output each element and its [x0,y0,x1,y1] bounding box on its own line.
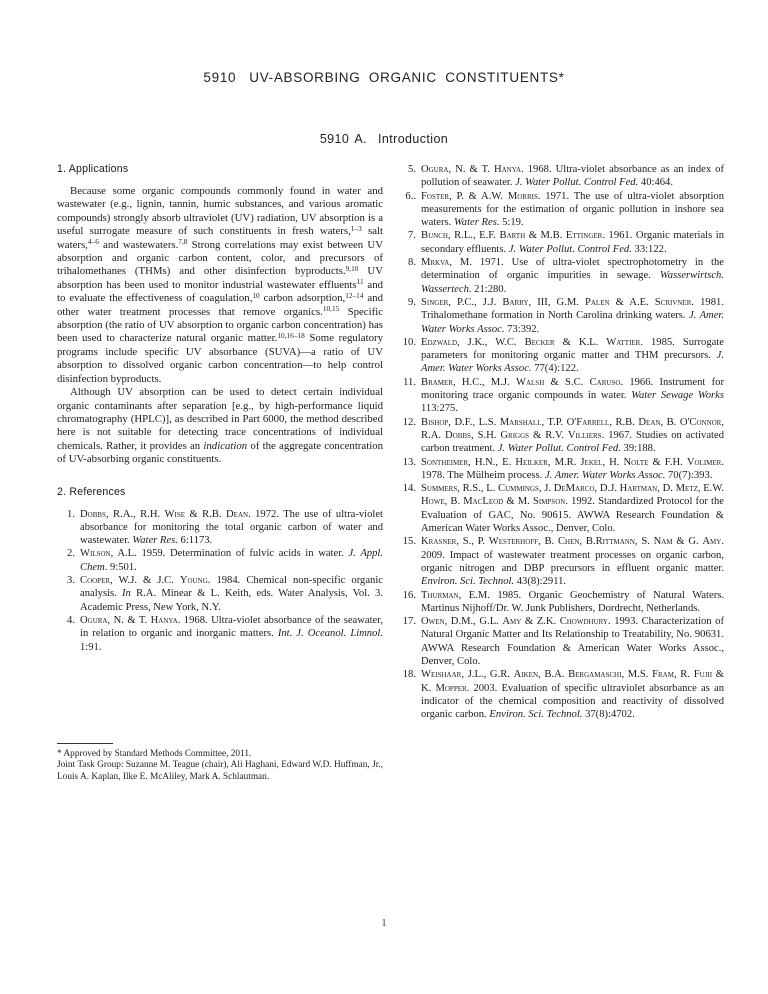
reference-text: Ogura, N. & T. Hanya. 1968. Ultra-violet absorbance of the seawater, in relation to organic and inorganic matters. Int. J. Oceanol. Limnol. 1:91. [80,614,383,653]
reference-number: 18. [402,669,416,681]
section-title [0,132,768,146]
footnote-rule [57,743,113,744]
section-number: 5910 A. [319,132,368,146]
footnote [57,743,383,783]
reference-text: Foster, P. & A.W. Morris. 1971. The use of ultra-violet absorption measurements for the estimation of organic pollution in inshore sea waters. Water Res. 5:19. [421,190,724,229]
reference-text: Bunch, R.L., E.F. Barth & M.B. Ettinger. 1961. Organic materials in secondary effluents. J. Water Pollut. Control Fed. 33:122. [421,230,725,255]
reference-number: 1. [67,508,75,520]
reference-item [398,163,724,190]
citation-superscript: 10,16–18 [277,330,305,340]
reference-number: 17. [402,616,416,628]
references-heading: 2. References [57,485,126,498]
reference-text: Ogura, N. & T. Hanya. 1968. Ultra-violet absorbance as an index of pollution of seawater. J. Water Pollut. Control Fed. 40:464. [421,164,724,189]
reference-number: 16. [402,589,416,601]
reference-number: 12. [402,416,416,428]
reference-text: Cooper, W.J. & J.C. Young. 1984. Chemical non-specific organic analysis. In R.A. Minear & L. Keith, eds. Water Analysis, Vol. 3. Academic Press, New York, N.Y. [80,575,383,613]
reference-text: Weishaar, J.L., G.R. Aiken, B.A. Bergamaschi, M.S. Fram, R. Fujii & K. Mopper. 2003. Evaluation of specific ultraviolet absorbance as an indicator of the chemical composition and reactivity of dissolved organic carbon. Environ. Sci. Technol. 37(8):4702. [421,669,724,721]
reference-number: 7. [408,230,416,242]
citation-superscript: 10 [252,290,260,300]
citation-superscript: 9,10 [345,263,359,273]
reference-number: 11. [403,376,416,388]
reference-item [398,535,724,588]
reference-number: 15. [402,536,416,548]
method-title-text: UV-ABSORBING ORGANIC CONSTITUENTS* [249,70,565,85]
reference-item [57,508,383,548]
reference-number: 14. [402,483,416,495]
reference-number: 4. [67,614,75,626]
reference-item [398,229,724,256]
applications-paragraph-2: Although UV absorption can be used to detect certain individual organic contaminants after separation [e.g., by high-performance liquid chromatography (HPLC)], as described in Part 6000, the method described here is not suitable for detecting trace concentrations of individual chemicals. Rather, it provides an indication of the aggregate concentration of UV-absorbing organic constituents. [57,386,383,466]
reference-text: Thurman, E.M. 1985. Organic Geochemistry of Natural Waters. Martinus Nijhoff/Dr. W. Junk Publishers, Dordrecht, Netherlands. [421,589,724,614]
reference-item [398,615,724,668]
page-title [0,70,768,85]
reference-text: Singer, P.C., J.J. Barry, III, G.M. Palen & A.E. Scrivner. 1981. Trihalomethane formation in North Carolina drinking waters. J. Amer. Water Works Assoc. 73:392. [421,296,724,335]
reference-list-right [398,163,724,721]
section-title-text: Introduction [378,132,449,146]
method-number: 5910 [203,70,237,85]
reference-number: 8. [408,257,416,269]
reference-text: Sontheimer, H.N., E. Heilker, M.R. Jekel, H. Nolte & F.H. Volimer. 1978. The Mülheim process. J. Amer. Water Works Assoc. 70(7):393. [421,456,724,481]
reference-text: Bishop, D.F., L.S. Marshall, T.P. O'Farrell, R.B. Dean, B. O'Connor, R.A. Dobbs, S.H. Griggs & R.V. Villiers. 1967. Studies on activated carbon treatment. J. Water Pollut. Control Fed. 39:188. [421,416,724,455]
reference-number: 13. [402,456,416,468]
reference-item [398,376,724,416]
two-column-body [57,163,725,783]
reference-item [57,547,383,574]
reference-item [398,456,724,483]
reference-item [398,296,724,336]
applications-heading: 1. Applications [57,163,129,175]
reference-text: Dobbs, R.A., R.H. Wise & R.B. Dean. 1972. The use of ultra-violet absorbance for monitoring the total organic carbon of water and wastewater. Water Res. 6:1173. [80,508,383,547]
reference-number: 2. [67,548,75,560]
reference-text: Edzwald, J.K., W.C. Becker & K.L. Wattier. 1985. Surrogate parameters for monitoring organic matter and THM precursors. J. Amer. Water Works Assoc. 77(4):122. [421,336,724,375]
reference-item [398,668,724,721]
reference-number: 6.. [405,190,416,202]
footnote-task-group: Joint Task Group: Suzanne M. Teague (chair), Ali Haghani, Edward W.D. Huffman, Jr., Louis A. Kaplan, Ilke E. McAliley, Mark A. Schlautman. [57,760,383,782]
citation-superscript: 12–14 [345,290,364,300]
reference-item [398,190,724,230]
reference-item [398,336,724,376]
right-column [398,163,724,783]
citation-superscript: 1–3 [350,223,362,233]
left-column [57,163,383,783]
citation-superscript: 11 [356,277,364,287]
citation-superscript: 7,8 [178,237,188,247]
reference-number: 10. [402,336,416,348]
reference-item [398,482,724,535]
reference-text: Summers, R.S., L. Cummings, J. DeMarco, D.J. Hartman, D. Metz, E.W. Howe, B. MacLeod & M. Simpson. 1992. Standardized Protocol for the Evaluation of GAC, No. 90615. AWWA Research Foundation & American Water Works Assoc., Denver, Colo. [421,483,725,535]
reference-text: Mrkva, M. 1971. Use of ultra-violet spectrophotometry in the determination of organic impurities in sewage. Wasserwirtsch. Wassertech. 21:280. [421,257,724,295]
footnote-approval: * Approved by Standard Methods Committee, 2011. [57,748,252,759]
applications-paragraph-1: Because some organic compounds commonly found in water and wastewater (e.g., lignin, tannin, humic substances, and various aromatic compounds) strongly absorb ultraviolet (UV) radiation, UV absorption is a useful surrogate measure of such constituents in fresh waters,$^{1-3}$ salt waters,$^{4-6}$ and wastewaters.$^{7,8}$ Strong correlations may exist between UV absorption and organic carbon content, color, and precursors of trihalomethanes (THMs) and other disinfection byproducts.$^{9,10}$ UV absorption has been used to monitor industrial wastewater effluents$^{11}$ and to evaluate the effectiveness of coagulation,$^{10}$ carbon adsorption,$^{12-14}$ and other water treatment processes that remove organics.$^{10,15}$ Specific absorption (the ratio of UV absorption to organic carbon concentration) has been used to characterize natural organic matter.$^{10,16-18}$ Some regulatory programs include specific UV absorbance (SUVA)—a ratio of UV absorption to dissolved organic carbon concentration—to help control disinfection byproducts. [57,185,384,385]
reference-item [57,574,383,614]
reference-number: 3. [67,575,75,587]
reference-item [398,589,724,616]
reference-text: Bramer, H.C., M.J. Walsh & S.C. Caruso. 1966. Instrument for monitoring trace organic compounds in water. Water Sewage Works 113:275. [421,376,724,415]
reference-number: 9. [408,296,416,308]
page-number: 1 [381,918,387,929]
reference-item [57,614,383,654]
reference-text: Wilson, A.L. 1959. Determination of fulvic acids in water. J. Appl. Chem. 9:501. [80,548,383,573]
reference-item [398,416,724,456]
citation-superscript: 4–6 [87,237,99,247]
reference-text: Krasner, S., P. Westerhoff, B. Chen, B.Rittmann, S. Nam & G. Amy. 2009. Impact of wastewater treatment processes on organic carbon, organic nitrogen and DBP precursors in effluent organic matter. Environ. Sci. Technol. 43(8):2911. [421,536,724,588]
reference-text: Owen, D.M., G.L. Amy & Z.K. Chowdhury. 1993. Characterization of Natural Organic Matter and Its Relationship to Treatability, No. 90631. AWWA Research Foundation & American Water Works Assoc., Denver, Colo. [421,616,724,667]
reference-number: 5. [408,164,416,175]
reference-list-left [57,508,383,654]
reference-item [398,256,724,296]
citation-superscript: 10,15 [322,304,340,314]
